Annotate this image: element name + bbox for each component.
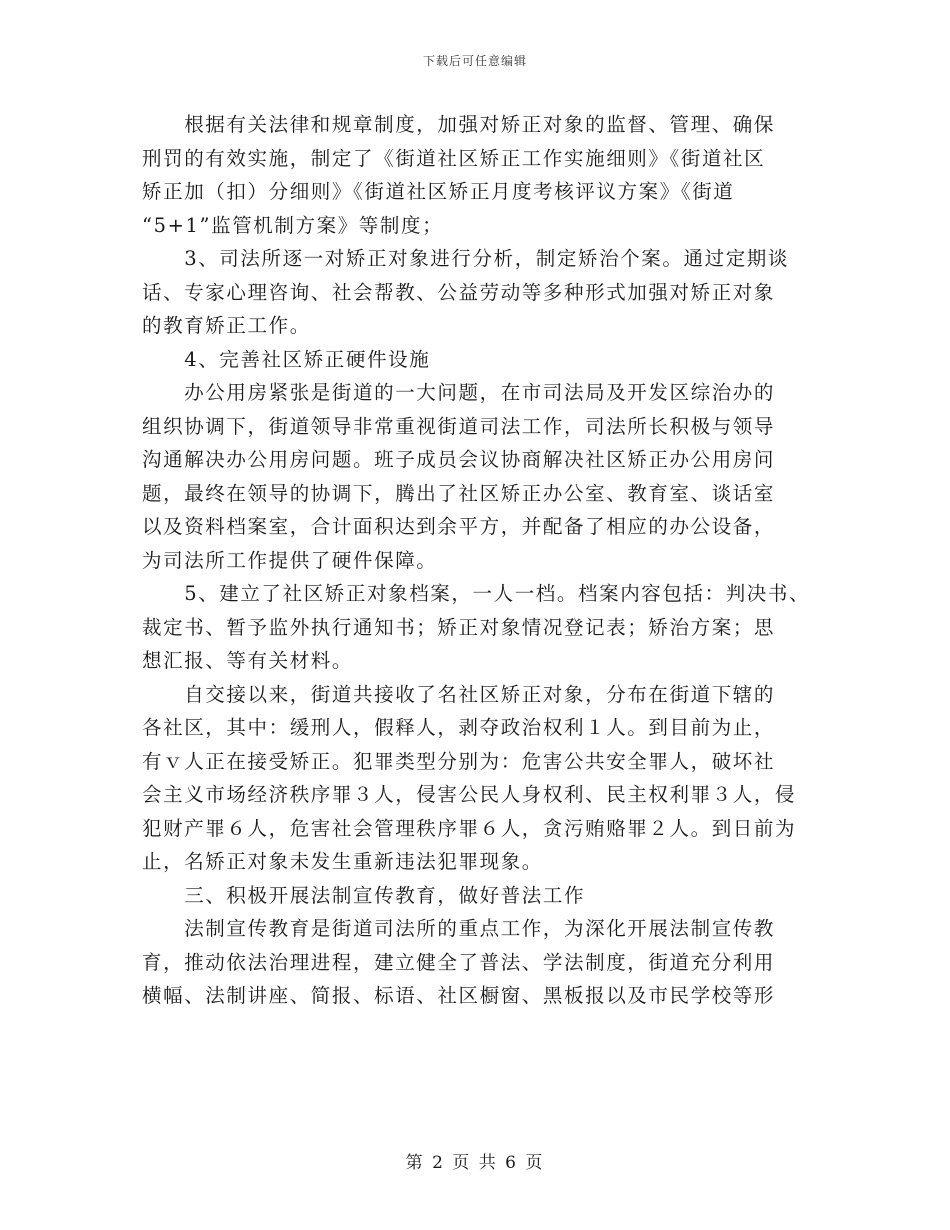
text-line: 想汇报、等有关材料。 [142, 649, 354, 672]
text-line: 会主义市场经济秩序罪３人，侵害公民人身权利、民主权利罪３人，侵 [142, 783, 797, 806]
text-line: 题，最终在领导的协调下，腾出了社区矫正办公室、教育室、谈话室 [142, 481, 776, 505]
text-line: 组织协调下，街道领导非常重视街道司法工作，司法所长积极与领导 [142, 414, 776, 438]
text-line: 有ｖ人正在接受矫正。犯罪类型分别为：危害公共安全罪人，破坏社 [142, 749, 776, 773]
text-line: 矫正加（扣）分细则》《街道社区矫正月度考核评议方案》《街道 [142, 180, 735, 203]
text-line: 止，名矫正对象未发生重新违法犯罪现象。 [142, 850, 543, 873]
text-line: 4、完善社区矫正硬件设施 [142, 347, 431, 371]
text-line: 自交接以来，街道共接收了名社区矫正对象，分布在街道下辖的 [142, 682, 776, 706]
document-body [142, 108, 822, 1013]
text-line: 法制宣传教育是街道司法所的重点工作，为深化开展法制宣传教 [142, 917, 776, 940]
page-header: 下载后可任意编辑 [422, 54, 527, 68]
text-line: 刑罚的有效实施，制定了《街道社区矫正工作实施细则》《街道社区 [142, 146, 766, 170]
text-line: 犯财产罪６人，危害社会管理秩序罪６人，贪污贿赂罪２人。到日前为 [142, 816, 797, 840]
text-line: 裁定书、暂予监外执行通知书；矫正对象情况登记表；矫治方案；思 [142, 615, 776, 639]
text-line: 根据有关法律和规章制度，加强对矫正对象的监督、管理、确保 [142, 113, 776, 136]
text-line: 各社区，其中：缓刑人，假释人，剥夺政治权利１人。到目前为止， [142, 716, 776, 739]
body-text [142, 108, 822, 1013]
text-line: “5+1”监管机制方案》等制度； [142, 213, 444, 237]
text-line: 办公用房紧张是街道的一大问题，在市司法局及开发区综治办的 [142, 381, 776, 404]
text-line: 沟通解决办公用房问题。班子成员会议协商解决社区矫正办公用房问 [142, 448, 776, 471]
page-number: 第 2 页 共 6 页 [405, 1153, 545, 1173]
text-line: 5、建立了社区矫正对象档案，一人一档。档案内容包括：判决书、 [142, 582, 811, 605]
text-line: 三、积极开展法制宣传教育，做好普法工作 [142, 883, 586, 907]
text-line: 横幅、法制讲座、简报、标语、社区橱窗、黑板报以及市民学校等形 [142, 984, 776, 1007]
text-line: 以及资料档案室，合计面积达到余平方，并配备了相应的办公设备， [142, 515, 776, 538]
text-line: 育，推动依法治理进程，建立健全了普法、学法制度，街道充分利用 [142, 950, 776, 974]
text-line: 3、司法所逐一对矫正对象进行分析，制定矫治个案。通过定期谈 [142, 247, 790, 270]
text-line: 话、专家心理咨询、社会帮教、公益劳动等多种形式加强对矫正对象 [142, 280, 776, 304]
text-line: 的教育矫正工作。 [142, 314, 311, 337]
text-line: 为司法所工作提供了硬件保障。 [142, 548, 438, 572]
